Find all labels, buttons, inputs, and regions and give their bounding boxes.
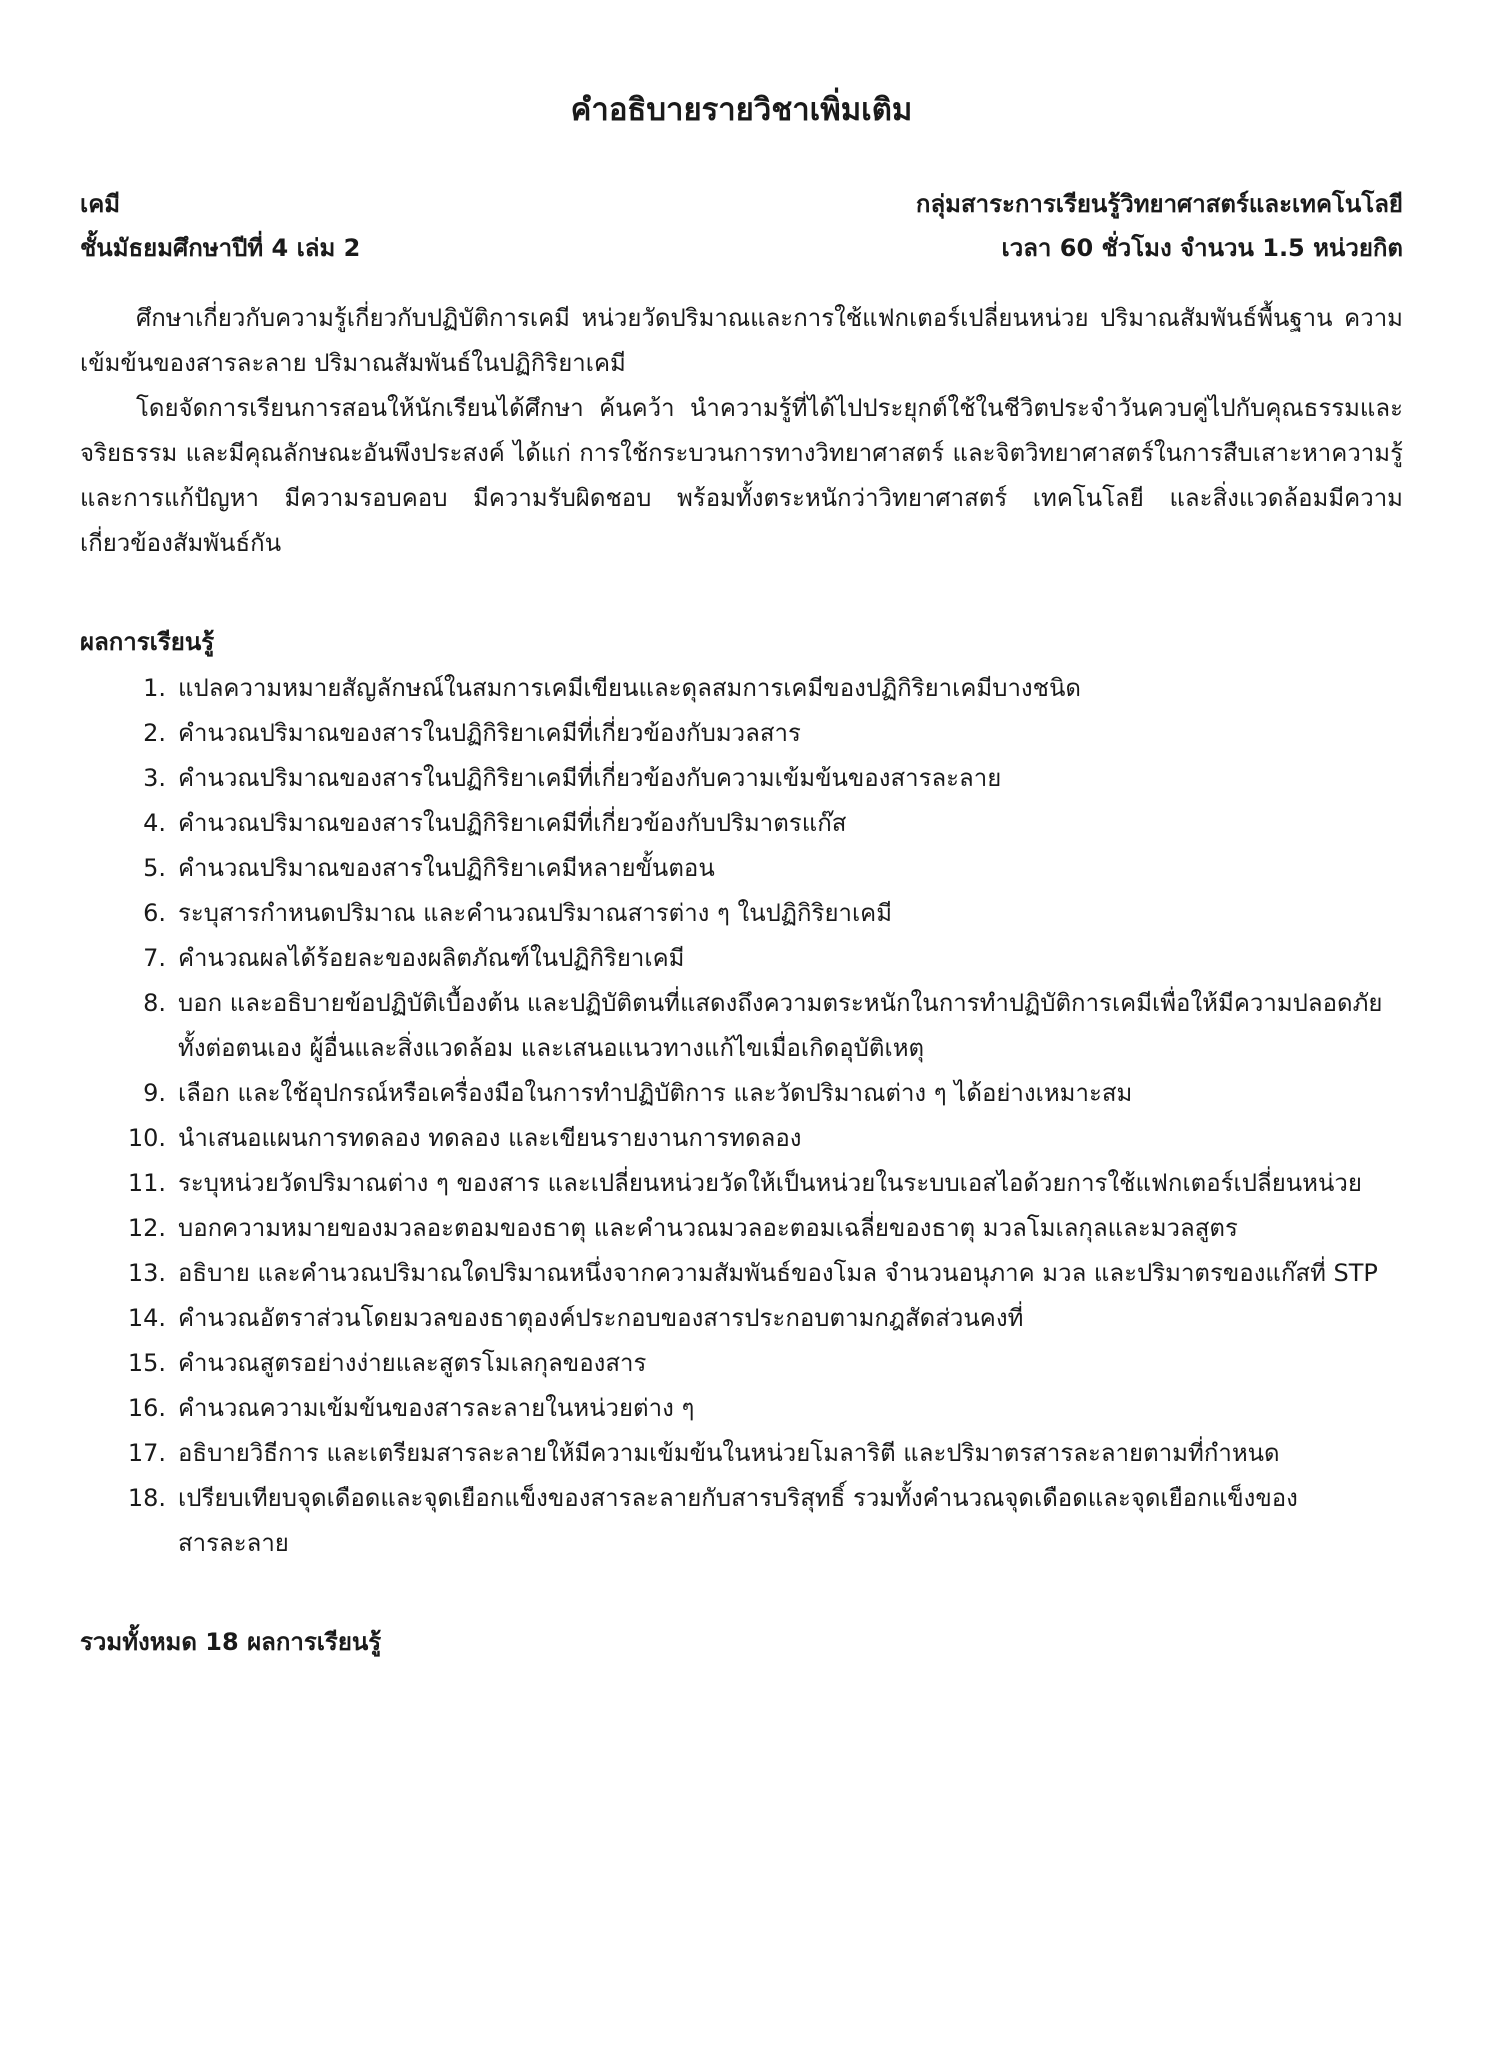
- outcome-number: 8.: [143, 989, 166, 1017]
- outcome-item: [80, 1476, 1403, 1566]
- outcome-number: 3.: [143, 764, 166, 792]
- outcomes-total: รวมทั้งหมด 18 ผลการเรียนรู้: [80, 1628, 382, 1656]
- outcome-number: 14.: [127, 1304, 166, 1332]
- description-paragraph-1: ศึกษาเกี่ยวกับความรู้เกี่ยวกับปฏิบัติการเคมี หน่วยวัดปริมาณและการใช้แฟกเตอร์เปลี่ยนหน่วย ปริมาณสัมพันธ์พื้นฐาน ความเข้มข้นของสารละลาย ปริมาณสัมพันธ์ในปฏิกิริยาเคมี: [80, 304, 1403, 377]
- outcome-text: อธิบายวิธีการ และเตรียมสารละลายให้มีความเข้มข้นในหน่วยโมลาริตี และปริมาตรสารละลายตามที่กำหนด: [178, 1439, 1280, 1467]
- outcome-number: 12.: [127, 1214, 166, 1242]
- outcome-text: คำนวณอัตราส่วนโดยมวลของธาตุองค์ประกอบของสารประกอบตามกฎสัดส่วนคงที่: [178, 1304, 1024, 1332]
- description-paragraph-2: โดยจัดการเรียนการสอนให้นักเรียนได้ศึกษา ค้นคว้า นำความรู้ที่ได้ไปประยุกต์ใช้ในชีวิตประจำวันควบคู่ไปกับคุณธรรมและจริยธรรม และมีคุณลักษณะอันพึงประสงค์ ได้แก่ การใช้กระบวนการทางวิทยาศาสตร์ และจิตวิทยาศาสตร์ในการสืบเสาะหาความรู้และการแก้ปัญหา มีความรอบคอบ มีความรับผิดชอบ พร้อมทั้งตระหนักว่าวิทยาศาสตร์ เทคโนโลยี และสิ่งแวดล้อมมีความเกี่ยวข้องสัมพันธ์กัน: [80, 394, 1403, 557]
- outcome-text: คำนวณปริมาณของสารในปฏิกิริยาเคมีหลายขั้นตอน: [178, 854, 715, 882]
- outcome-text: คำนวณผลได้ร้อยละของผลิตภัณฑ์ในปฏิกิริยาเคมี: [178, 944, 685, 972]
- outcome-number: 5.: [143, 854, 166, 882]
- outcome-item: [80, 1296, 1403, 1341]
- outcome-text: นำเสนอแผนการทดลอง ทดลอง และเขียนรายงานการทดลอง: [178, 1124, 802, 1152]
- outcome-item: [80, 1386, 1403, 1431]
- subject-group: กลุ่มสาระการเรียนรู้วิทยาศาสตร์และเทคโนโลยี: [915, 190, 1403, 218]
- outcome-item: [80, 981, 1403, 1071]
- outcome-item: [80, 1161, 1403, 1206]
- meta-row-grade: [80, 226, 1403, 270]
- outcome-item: [80, 1116, 1403, 1161]
- outcome-number: 6.: [143, 899, 166, 927]
- subject-name: เคมี: [80, 190, 121, 218]
- outcome-number: 18.: [127, 1484, 166, 1512]
- outcome-text: คำนวณความเข้มข้นของสารละลายในหน่วยต่าง ๆ: [178, 1394, 695, 1422]
- outcome-item: [80, 1206, 1403, 1251]
- outcomes-list: [80, 666, 1403, 1566]
- outcome-item: [80, 936, 1403, 981]
- outcome-item: [80, 1071, 1403, 1116]
- outcome-number: 13.: [127, 1259, 166, 1287]
- time-credits: เวลา 60 ชั่วโมง จำนวน 1.5 หน่วยกิต: [1001, 234, 1403, 262]
- outcome-number: 4.: [143, 809, 166, 837]
- outcome-number: 7.: [143, 944, 166, 972]
- outcome-item: [80, 666, 1403, 711]
- outcome-text: บอกความหมายของมวลอะตอมของธาตุ และคำนวณมวลอะตอมเฉลี่ยของธาตุ มวลโมเลกุลและมวลสูตร: [178, 1214, 1238, 1242]
- outcome-item: [80, 846, 1403, 891]
- document-title: คำอธิบายรายวิชาเพิ่มเติม: [570, 92, 913, 128]
- outcomes-heading: ผลการเรียนรู้: [80, 628, 215, 656]
- outcome-text: คำนวณปริมาณของสารในปฏิกิริยาเคมีที่เกี่ยวข้องกับความเข้มข้นของสารละลาย: [178, 764, 1002, 792]
- outcome-number: 17.: [127, 1439, 166, 1467]
- outcome-text: ระบุหน่วยวัดปริมาณต่าง ๆ ของสาร และเปลี่ยนหน่วยวัดให้เป็นหน่วยในระบบเอสไอด้วยการใช้แฟกเตอร์เปลี่ยนหน่วย: [178, 1169, 1362, 1197]
- outcome-number: 1.: [143, 674, 166, 702]
- outcome-item: [80, 756, 1403, 801]
- outcome-text: อธิบาย และคำนวณปริมาณใดปริมาณหนึ่งจากความสัมพันธ์ของโมล จำนวนอนุภาค มวล และปริมาตรของแก๊สที่ STP: [178, 1259, 1378, 1287]
- outcome-item: [80, 891, 1403, 936]
- outcome-text: เลือก และใช้อุปกรณ์หรือเครื่องมือในการทำปฏิบัติการ และวัดปริมาณต่าง ๆ ได้อย่างเหมาะสม: [178, 1079, 1133, 1107]
- outcome-text: แปลความหมายสัญลักษณ์ในสมการเคมีเขียนและดุลสมการเคมีของปฏิกิริยาเคมีบางชนิด: [178, 674, 1081, 702]
- outcome-number: 15.: [127, 1349, 166, 1377]
- outcome-number: 9.: [143, 1079, 166, 1107]
- outcome-text: ระบุสารกำหนดปริมาณ และคำนวณปริมาณสารต่าง ๆ ในปฏิกิริยาเคมี: [178, 899, 893, 927]
- outcome-number: 2.: [143, 719, 166, 747]
- outcome-item: [80, 801, 1403, 846]
- grade-volume: ชั้นมัธยมศึกษาปีที่ 4 เล่ม 2: [80, 234, 361, 262]
- meta-row-subject: [80, 182, 1403, 226]
- outcome-text: เปรียบเทียบจุดเดือดและจุดเยือกแข็งของสารละลายกับสารบริสุทธิ์ รวมทั้งคำนวณจุดเดือดและจุดเยือกแข็งของสารละลาย: [178, 1484, 1298, 1557]
- outcome-text: บอก และอธิบายข้อปฏิบัติเบื้องต้น และปฏิบัติตนที่แสดงถึงความตระหนักในการทำปฏิบัติการเคมีเพื่อให้มีความปลอดภัยทั้งต่อตนเอง ผู้อื่นและสิ่งแวดล้อม และเสนอแนวทางแก้ไขเมื่อเกิดอุบัติเหตุ: [178, 989, 1383, 1062]
- outcome-item: [80, 711, 1403, 756]
- outcome-item: [80, 1431, 1403, 1476]
- outcome-item: [80, 1251, 1403, 1296]
- outcome-text: คำนวณปริมาณของสารในปฏิกิริยาเคมีที่เกี่ยวข้องกับมวลสาร: [178, 719, 801, 747]
- outcome-number: 10.: [127, 1124, 166, 1152]
- outcome-number: 11.: [127, 1169, 166, 1197]
- outcome-number: 16.: [127, 1394, 166, 1422]
- outcome-item: [80, 1341, 1403, 1386]
- outcome-text: คำนวณปริมาณของสารในปฏิกิริยาเคมีที่เกี่ยวข้องกับปริมาตรแก๊ส: [178, 809, 847, 837]
- outcome-text: คำนวณสูตรอย่างง่ายและสูตรโมเลกุลของสาร: [178, 1349, 647, 1377]
